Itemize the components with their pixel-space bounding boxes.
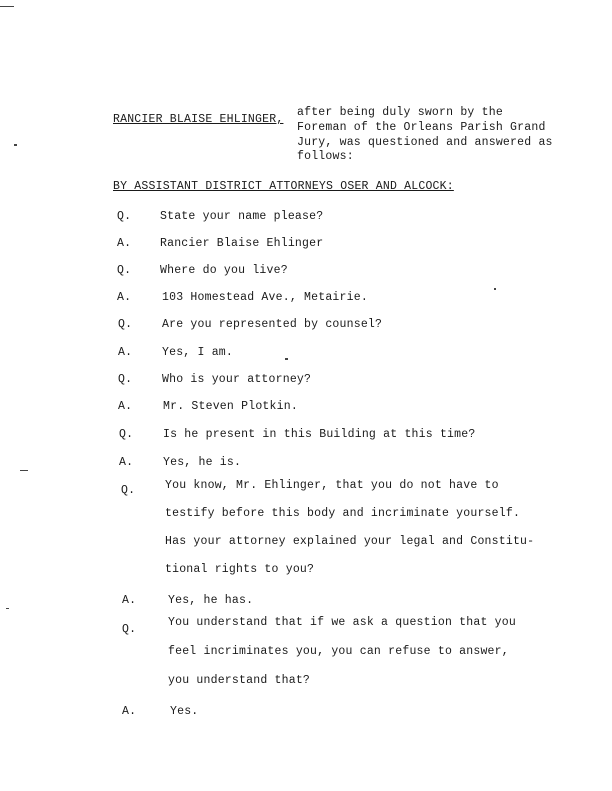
- intro-line: after being duly sworn by the: [297, 106, 503, 119]
- scan-mark: [0, 6, 14, 7]
- speaker-label: A.: [118, 400, 133, 413]
- speaker-label: A.: [122, 705, 137, 718]
- scan-mark: [14, 144, 17, 146]
- testimony-line: 103 Homestead Ave., Metairie.: [162, 291, 368, 304]
- speaker-label: Q.: [117, 264, 132, 277]
- speaker-label: Q.: [119, 428, 134, 441]
- speaker-label: A.: [117, 237, 132, 250]
- scan-mark: [6, 608, 9, 609]
- testimony-line: Who is your attorney?: [162, 373, 312, 386]
- witness-name: RANCIER BLAISE EHLINGER,: [113, 113, 284, 126]
- speaker-label: A.: [118, 346, 133, 359]
- testimony-line: Mr. Steven Plotkin.: [163, 400, 298, 413]
- testimony-line: Yes.: [170, 705, 199, 718]
- testimony-line: Yes, I am.: [162, 346, 234, 359]
- scan-mark: [285, 358, 288, 360]
- testimony-line: You understand that if we ask a question that you: [168, 616, 516, 629]
- intro-line: Foreman of the Orleans Parish Grand: [297, 121, 546, 134]
- testimony-line: Rancier Blaise Ehlinger: [160, 237, 324, 250]
- testimony-line: State your name please?: [160, 210, 324, 223]
- testimony-line: testify before this body and incriminate yourself.: [165, 507, 521, 520]
- testimony-line: tional rights to you?: [165, 563, 315, 576]
- speaker-label: Q.: [122, 623, 137, 636]
- speaker-label: Q.: [121, 484, 136, 497]
- testimony-line: Where do you live?: [160, 264, 288, 277]
- intro-line: follows:: [297, 150, 354, 163]
- scan-mark: [20, 470, 28, 471]
- speaker-label: Q.: [118, 318, 133, 331]
- speaker-label: Q.: [118, 373, 133, 386]
- testimony-line: Has your attorney explained your legal and Constitu-: [165, 535, 535, 548]
- testimony-line: Is he present in this Building at this time?: [163, 428, 476, 441]
- testimony-line: feel incriminates you, you can refuse to answer,: [168, 645, 509, 658]
- speaker-label: A.: [117, 291, 132, 304]
- examiner-heading: BY ASSISTANT DISTRICT ATTORNEYS OSER AND ALCOCK:: [113, 180, 454, 193]
- speaker-label: A.: [119, 456, 134, 469]
- speaker-label: Q.: [117, 210, 132, 223]
- testimony-line: Are you represented by counsel?: [162, 318, 383, 331]
- testimony-line: Yes, he has.: [168, 594, 254, 607]
- speaker-label: A.: [122, 594, 137, 607]
- testimony-line: You know, Mr. Ehlinger, that you do not have to: [165, 479, 499, 492]
- testimony-line: Yes, he is.: [163, 456, 242, 469]
- scan-mark: [494, 288, 496, 290]
- intro-line: Jury, was questioned and answered as: [297, 136, 553, 149]
- testimony-line: you understand that?: [168, 674, 311, 687]
